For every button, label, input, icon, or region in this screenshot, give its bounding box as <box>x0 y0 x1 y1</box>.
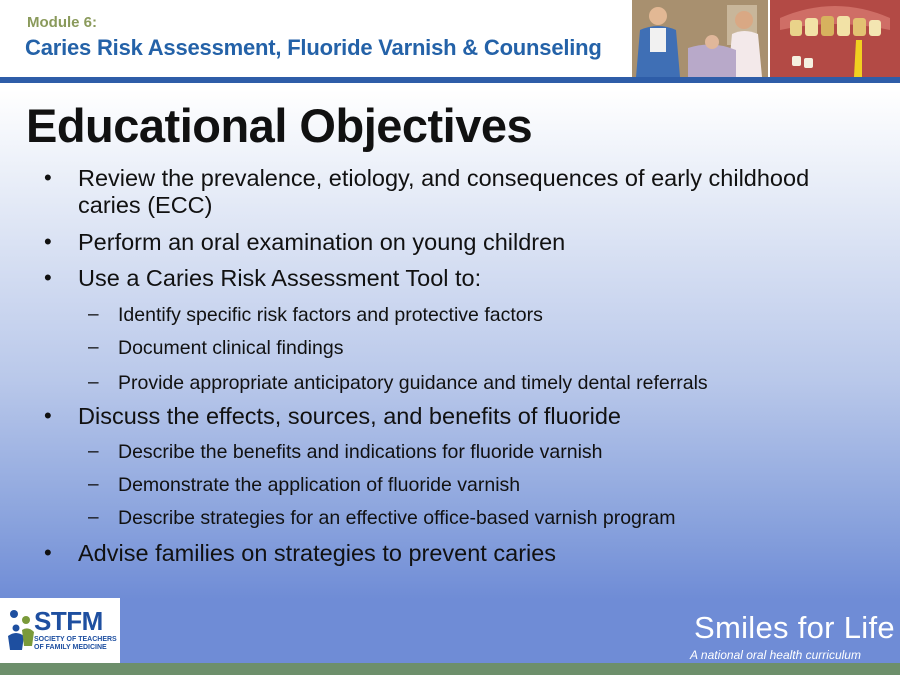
smiles-for-life-tagline: A national oral health curriculum <box>690 648 861 662</box>
bullet-marker: • <box>44 229 52 254</box>
decayed-teeth-photo <box>770 0 900 77</box>
sub-objective-text: Describe the benefits and indications for fluoride varnish <box>118 441 603 463</box>
clinical-exam-illustration <box>632 0 768 77</box>
sub-objective-text: Demonstrate the application of fluoride varnish <box>118 474 521 496</box>
stfm-fullname: SOCIETY OF TEACHERS OF FAMILY MEDICINE <box>34 636 117 651</box>
dash-marker: – <box>88 474 99 495</box>
stfm-logo <box>0 598 120 663</box>
dash-marker: – <box>88 507 99 528</box>
smiles-for-life-logo: Smiles for Life <box>694 610 895 645</box>
sub-objective-text: Describe strategies for an effective office-based varnish program <box>118 507 676 529</box>
stfm-figures-icon <box>4 606 38 656</box>
dash-marker: – <box>88 441 99 462</box>
dash-marker: – <box>88 372 99 393</box>
bullet-marker: • <box>44 265 52 290</box>
objective-text: Discuss the effects, sources, and benefits of fluoride <box>78 403 621 429</box>
dash-marker: – <box>88 337 99 358</box>
module-label: Module 6: <box>27 14 97 31</box>
clinical-exam-photo <box>632 0 768 77</box>
bullet-marker: • <box>44 540 52 565</box>
header-divider <box>0 77 900 83</box>
slide-header <box>0 0 900 77</box>
stfm-wordmark: STFM <box>34 606 103 636</box>
sub-objective-text: Provide appropriate anticipatory guidance and timely dental referrals <box>118 372 708 394</box>
sub-objective-text: Identify specific risk factors and protective factors <box>118 304 543 326</box>
objective-text: Advise families on strategies to prevent caries <box>78 540 557 566</box>
sub-objective-text: Document clinical findings <box>118 337 344 359</box>
slide-title: Educational Objectives <box>26 99 533 152</box>
dash-marker: – <box>88 304 99 325</box>
teeth-illustration <box>770 0 900 77</box>
objective-text: Perform an oral examination on young children <box>78 229 566 255</box>
footer-bar <box>0 663 900 675</box>
module-title: Caries Risk Assessment, Fluoride Varnish & Counseling <box>25 35 602 60</box>
objective-text: Review the prevalence, etiology, and consequences of early childhood caries (ECC) <box>78 165 810 218</box>
bullet-marker: • <box>44 165 52 190</box>
bullet-marker: • <box>44 403 52 428</box>
objective-text: Use a Caries Risk Assessment Tool to: <box>78 265 482 291</box>
